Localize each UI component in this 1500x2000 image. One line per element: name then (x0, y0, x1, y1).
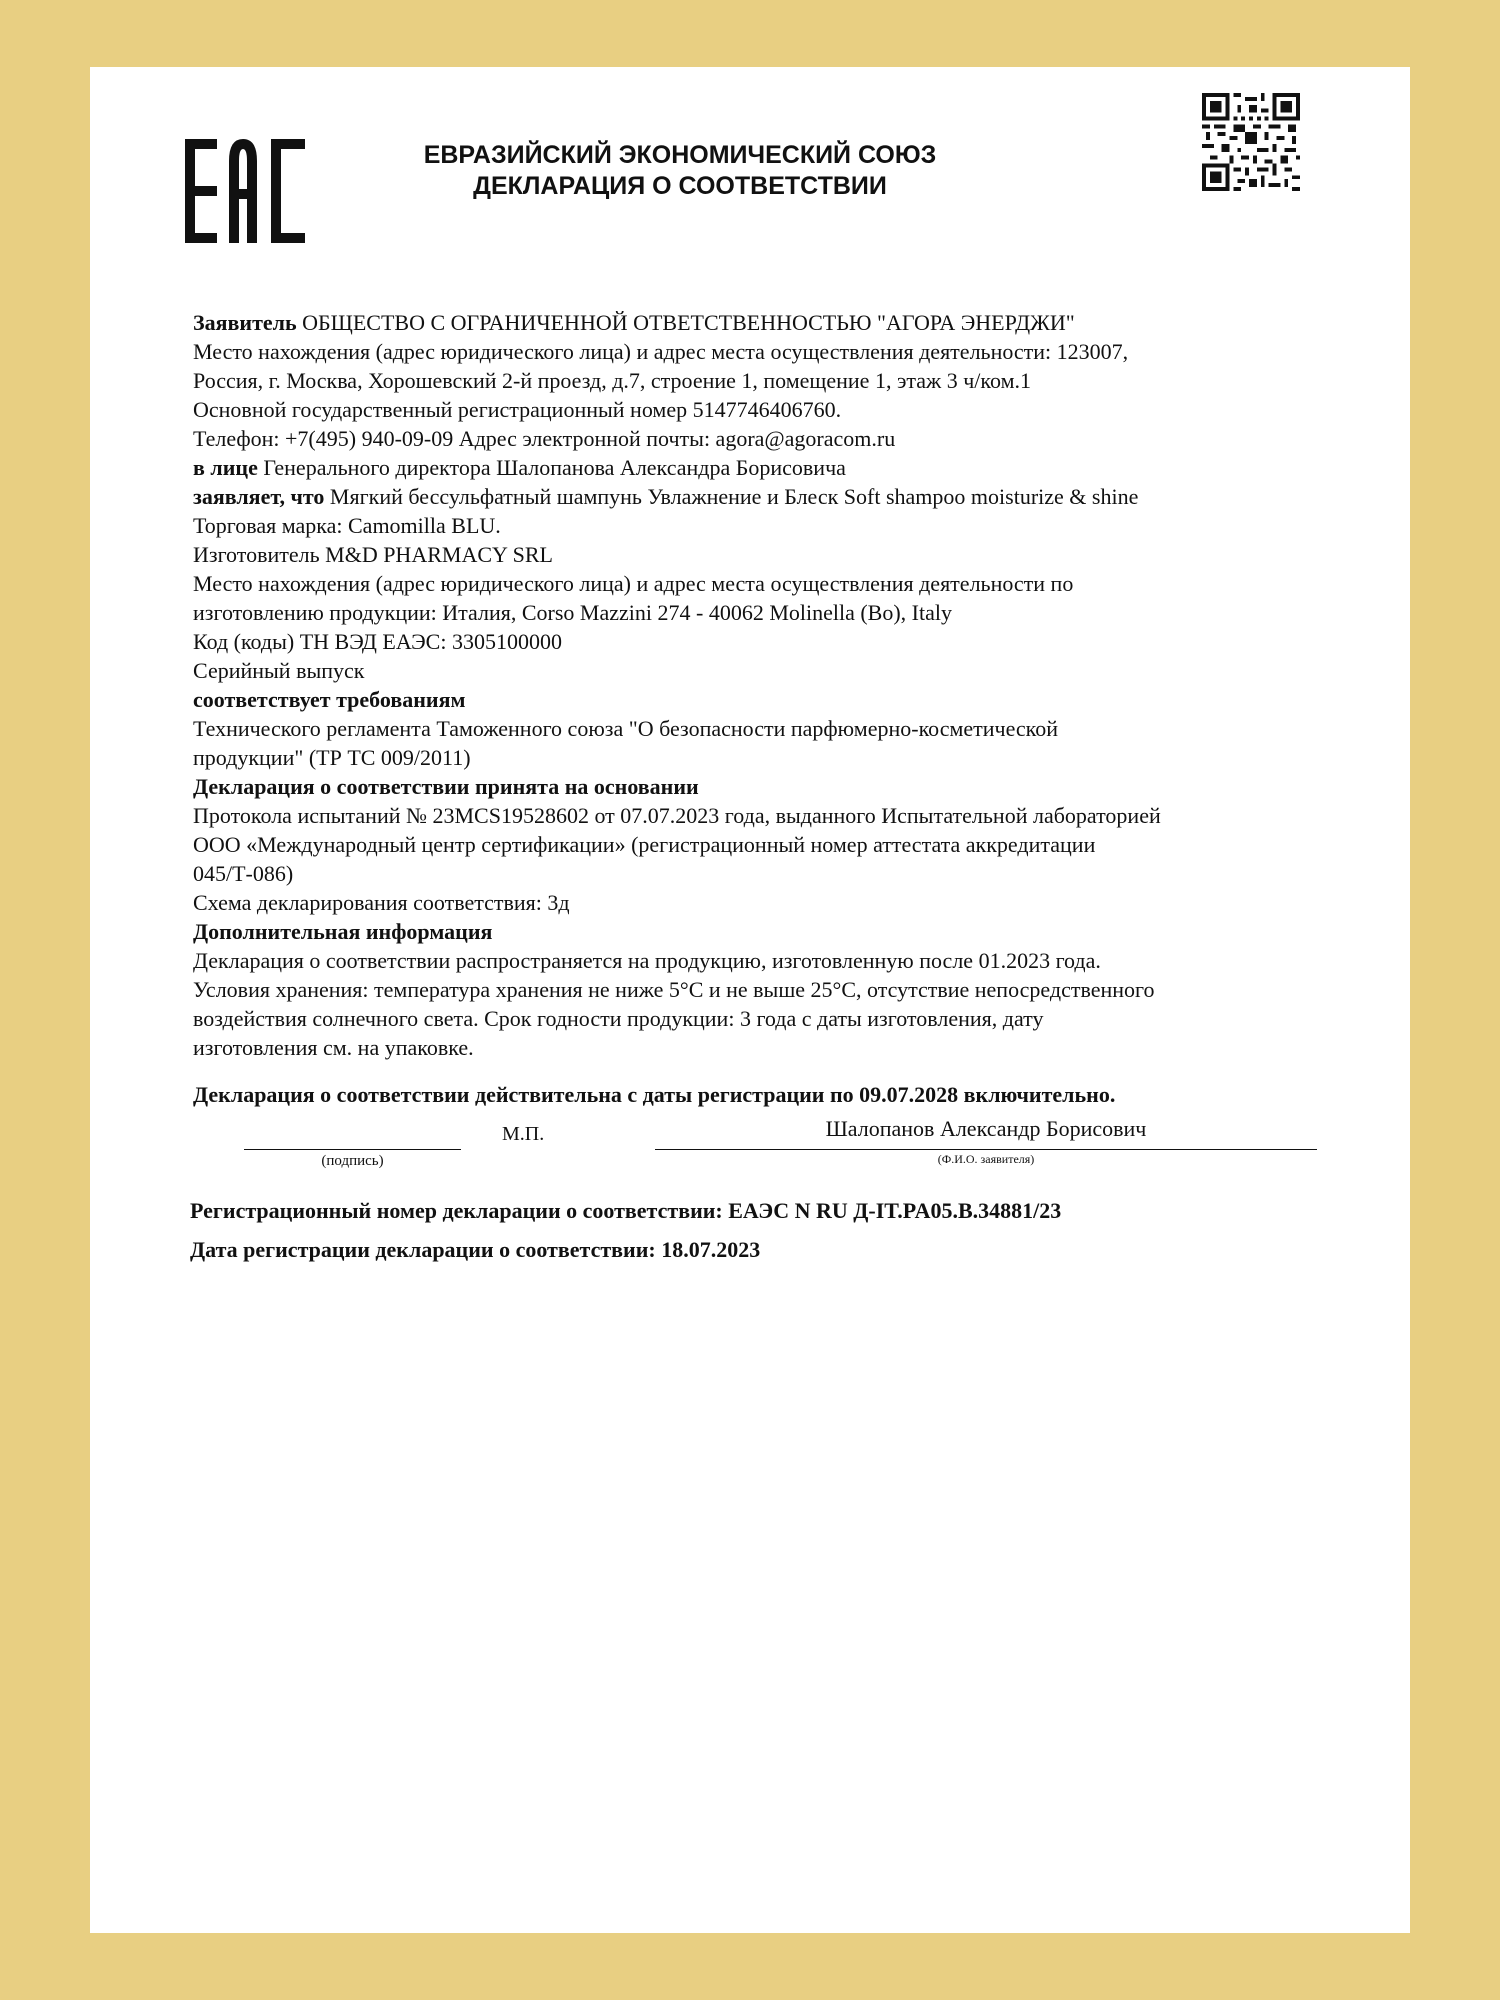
declaration-body (193, 308, 1323, 1062)
additional-heading: Дополнительная информация (193, 919, 493, 944)
eac-mark-icon (185, 139, 305, 247)
applicant-label: Заявитель (193, 310, 297, 335)
qr-code-icon (1202, 93, 1300, 191)
full-name-line (655, 1149, 1317, 1150)
basis-heading: Декларация о соответствии принята на основании (193, 774, 699, 799)
manufacturer-address-line-1: Место нахождения (адрес юридического лица) и адрес места осуществления деятельности по (193, 571, 1074, 596)
applicant-name: ОБЩЕСТВО С ОГРАНИЧЕННОЙ ОТВЕТСТВЕННОСТЬЮ "АГОРА ЭНЕРДЖИ" (296, 310, 1075, 335)
release-type: Серийный выпуск (193, 658, 365, 683)
representative-line (193, 453, 1323, 482)
compliance-heading: соответствует требованиям (193, 687, 466, 712)
applicant-address-line-1: Место нахождения (адрес юридического лица) и адрес места осуществления деятельности: 123007, (193, 339, 1129, 364)
applicant-contacts: Телефон: +7(495) 940-09-09 Адрес электронной почты: agora@agoracom.ru (193, 426, 896, 451)
trademark: Торговая марка: Camomilla BLU. (193, 513, 501, 538)
basis-line-2: ООО «Международный центр сертификации» (регистрационный номер аттестата аккредитации (193, 832, 1096, 857)
representative-value: Генерального директора Шалопанова Александра Борисовича (257, 455, 846, 480)
manufacturer-name: Изготовитель M&D PHARMACY SRL (193, 542, 553, 567)
registration-number: Регистрационный номер декларации о соответствии: ЕАЭС N RU Д-IT.PA05.B.34881/23 (190, 1198, 1062, 1223)
applicant-ogrn: Основной государственный регистрационный номер 5147746406760. (193, 397, 842, 422)
stamp-label: М.П. (502, 1123, 545, 1145)
additional-line-3: воздействия солнечного света. Срок годности продукции: 3 года с даты изготовления, дату (193, 1006, 1044, 1031)
additional-line-1: Декларация о соответствии распространяется на продукцию, изготовленную после 01.2023 года. (193, 948, 1101, 973)
declaration-scheme: Схема декларирования соответствия: 3д (193, 890, 570, 915)
declares-line (193, 482, 1323, 511)
declares-label: заявляет, что (193, 484, 325, 509)
signature-line (244, 1149, 461, 1150)
document-header (350, 140, 1010, 202)
validity-statement: Декларация о соответствии действительна с даты регистрации по 09.07.2028 включительно. (193, 1082, 1116, 1107)
hs-code: Код (коды) ТН ВЭД ЕАЭС: 3305100000 (193, 629, 562, 654)
product-name: Мягкий бессульфатный шампунь Увлажнение и Блеск Soft shampoo moisturize & shine (324, 484, 1139, 509)
compliance-line-1: Технического регламента Таможенного союза "О безопасности парфюмерно-косметической (193, 716, 1059, 741)
representative-label: в лице (193, 455, 258, 480)
basis-line-1: Протокола испытаний № 23MCS19528602 от 07.07.2023 года, выданного Испытательной лабораторией (193, 803, 1161, 828)
signature-caption: (подпись) (321, 1153, 384, 1169)
manufacturer-address-line-2: изготовлению продукции: Италия, Corso Mazzini 274 - 40062 Molinella (Bo), Italy (193, 600, 952, 625)
additional-line-2: Условия хранения: температура хранения не ниже 5°С и не выше 25°С, отсутствие непосредственного (193, 977, 1155, 1002)
full-name-caption: (Ф.И.О. заявителя) (937, 1152, 1035, 1166)
header-declaration-title: ДЕКЛАРАЦИЯ О СООТВЕТСТВИИ (473, 172, 887, 200)
basis-line-3: 045/Т-086) (193, 861, 294, 886)
compliance-line-2: продукции" (ТР ТС 009/2011) (193, 745, 471, 770)
applicant-full-name: Шалопанов Александр Борисович (825, 1116, 1147, 1141)
declaration-document (90, 67, 1410, 1933)
header-union-title: ЕВРАЗИЙСКИЙ ЭКОНОМИЧЕСКИЙ СОЮЗ (423, 141, 937, 169)
applicant-address-line-2: Россия, г. Москва, Хорошевский 2-й проезд, д.7, строение 1, помещение 1, этаж 3 ч/ком.1 (193, 368, 1031, 393)
additional-line-4: изготовления см. на упаковке. (193, 1035, 474, 1060)
registration-date: Дата регистрации декларации о соответствии: 18.07.2023 (190, 1237, 761, 1262)
applicant-line (193, 308, 1323, 337)
